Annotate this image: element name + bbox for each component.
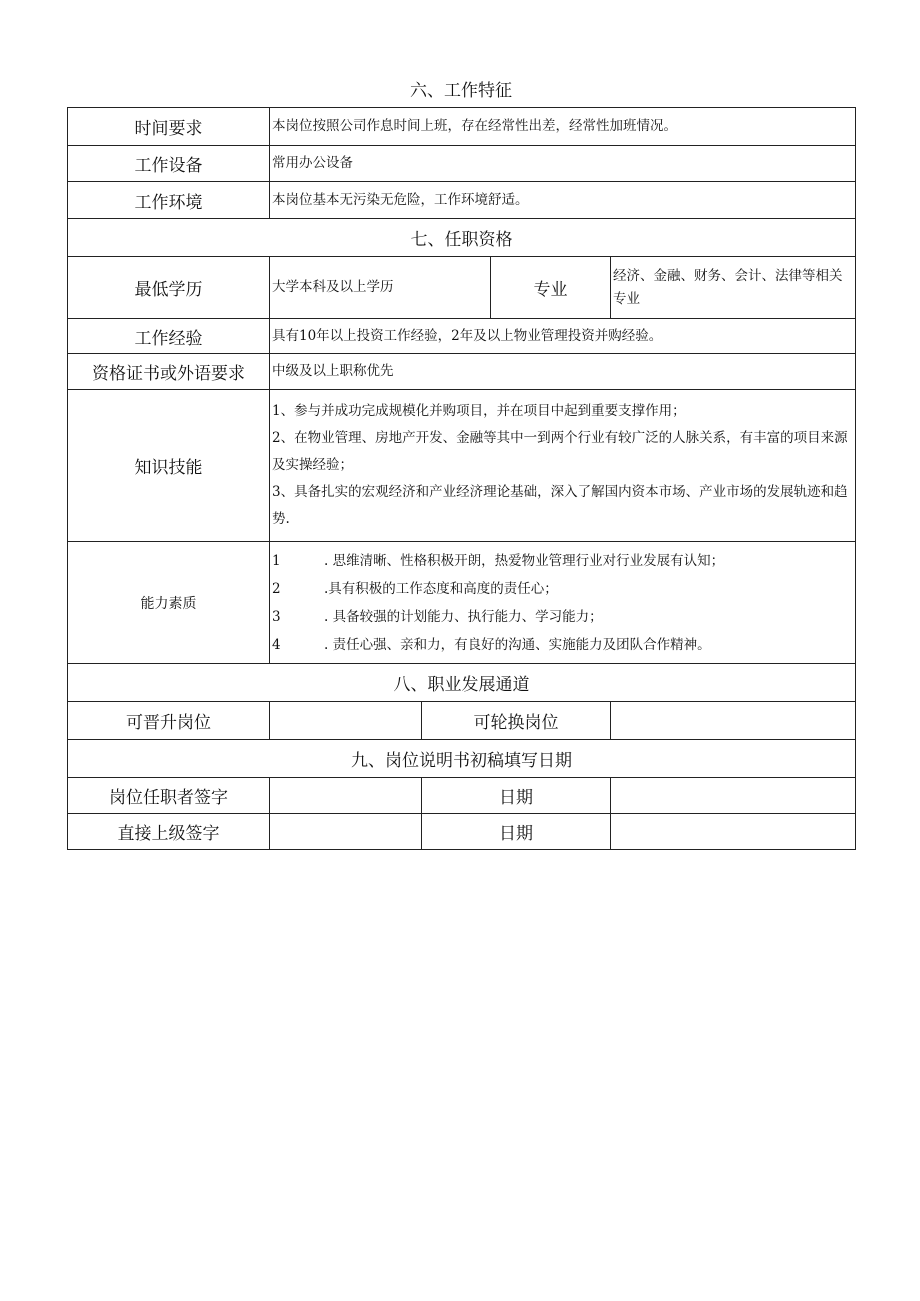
promotion-label: 可晋升岗位 xyxy=(68,702,270,740)
section-title-qualifications: 七、任职资格 xyxy=(68,219,856,257)
row-knowledge-skills xyxy=(68,390,856,542)
row-education-major xyxy=(68,257,856,319)
job-description-table xyxy=(67,107,856,850)
knowledge-skills-value xyxy=(270,390,856,542)
work-equipment-value: 常用办公设备 xyxy=(270,146,856,182)
certificate-value: 中级及以上职称优先 xyxy=(270,354,856,390)
knowledge-skills-label: 知识技能 xyxy=(68,390,270,542)
ability-item-text: . 思维清晰、性格积极开朗，热爱物业管理行业对行业发展有认知； xyxy=(324,552,725,569)
certificate-label: 资格证书或外语要求 xyxy=(68,354,270,390)
ability-item-text: .具有积极的工作态度和高度的责任心； xyxy=(324,580,558,597)
ability-item xyxy=(272,575,853,603)
row-work-equipment xyxy=(68,146,856,182)
knowledge-item: 3、具备扎实的宏观经济和产业经济理论基础，深入了解国内资本市场、产业市场的发展轨迹和趋势. xyxy=(272,484,848,527)
ability-label: 能力素质 xyxy=(68,542,270,664)
section-title-work-features: 六、工作特征 xyxy=(410,81,512,101)
supervisor-signature-field xyxy=(270,814,422,850)
ability-item xyxy=(272,631,853,659)
work-environment-label: 工作环境 xyxy=(68,182,270,219)
time-requirement-value: 本岗位按照公司作息时间上班，存在经常性出差，经常性加班情况。 xyxy=(270,108,856,146)
ability-item-text: . 具备较强的计划能力、执行能力、学习能力； xyxy=(324,608,603,625)
min-education-value: 大学本科及以上学历 xyxy=(270,257,491,319)
holder-signature-field xyxy=(270,778,422,814)
work-environment-value: 本岗位基本无污染无危险，工作环境舒适。 xyxy=(270,182,856,219)
ability-item-number: 2 xyxy=(272,580,281,597)
work-experience-label: 工作经验 xyxy=(68,319,270,354)
rotation-value xyxy=(611,702,856,740)
min-education-label: 最低学历 xyxy=(68,257,270,319)
knowledge-item: 2、在物业管理、房地产开发、金融等其中一到两个行业有较广泛的人脉关系，有丰富的项目来源及实操经验； xyxy=(272,430,848,473)
supervisor-date-label: 日期 xyxy=(422,814,611,850)
holder-date-field xyxy=(611,778,856,814)
row-holder-signature xyxy=(68,778,856,814)
work-experience-value: 具有10年以上投资工作经验，2年及以上物业管理投资并购经验。 xyxy=(270,319,856,354)
supervisor-date-field xyxy=(611,814,856,850)
work-equipment-label: 工作设备 xyxy=(68,146,270,182)
holder-date-label: 日期 xyxy=(422,778,611,814)
rotation-label: 可轮换岗位 xyxy=(422,702,611,740)
promotion-value xyxy=(270,702,422,740)
holder-signature-label: 岗位任职者签字 xyxy=(68,778,270,814)
row-supervisor-signature xyxy=(68,814,856,850)
row-section-draft-date xyxy=(68,740,856,778)
ability-item-number: 4 xyxy=(272,636,281,653)
major-label: 专业 xyxy=(491,257,611,319)
row-time-requirement xyxy=(68,108,856,146)
time-requirement-label: 时间要求 xyxy=(68,108,270,146)
row-section-career xyxy=(68,664,856,702)
row-work-experience xyxy=(68,319,856,354)
major-value: 经济、金融、财务、会计、法律等相关专业 xyxy=(611,257,856,319)
row-work-environment xyxy=(68,182,856,219)
row-certificate xyxy=(68,354,856,390)
ability-value xyxy=(270,542,856,664)
row-ability xyxy=(68,542,856,664)
section-title-career-path: 八、职业发展通道 xyxy=(68,664,856,702)
ability-item-number: 1 xyxy=(272,552,281,569)
supervisor-signature-label: 直接上级签字 xyxy=(68,814,270,850)
ability-item-number: 3 xyxy=(272,608,281,625)
ability-item xyxy=(272,547,853,575)
row-section-qualifications xyxy=(68,219,856,257)
row-career-positions xyxy=(68,702,856,740)
knowledge-item: 1、参与并成功完成规模化并购项目，并在项目中起到重要支撑作用； xyxy=(272,403,686,419)
ability-item xyxy=(272,603,853,631)
section-title-draft-date: 九、岗位说明书初稿填写日期 xyxy=(68,740,856,778)
ability-item-text: . 责任心强、亲和力，有良好的沟通、实施能力及团队合作精神。 xyxy=(324,636,711,653)
